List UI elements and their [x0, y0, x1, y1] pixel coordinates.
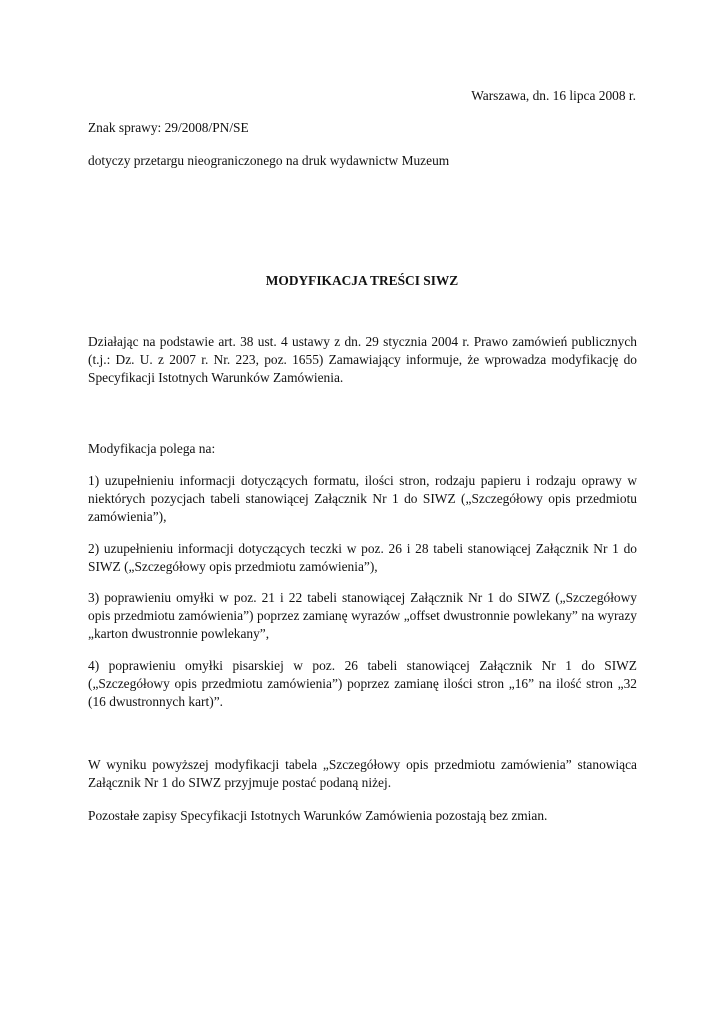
- result-paragraph: W wyniku powyższej modyfikacji tabela „Szczegółowy opis przedmiotu zamówienia” stanowiąca Załącznik Nr 1 do SIWZ przyjmuje postać podaną niżej.: [88, 757, 637, 790]
- case-number: Znak sprawy: 29/2008/PN/SE: [88, 120, 249, 135]
- document-title: MODYFIKACJA TREŚCI SIWZ: [265, 273, 459, 288]
- modification-item-2: 2) uzupełnieniu informacji dotyczących teczki w poz. 26 i 28 tabeli stanowiącej Załącznik Nr 1 do SIWZ („Szczegółowy opis przedmiotu zamówienia”),: [88, 541, 637, 574]
- modification-item-3: 3) poprawieniu omyłki w poz. 21 i 22 tabeli stanowiącej Załącznik Nr 1 do SIWZ („Szczegółowy opis przedmiotu zamówienia”) poprzez zamianę wyrazów „offset dwustronnie powlekany” na wyrazy „karton dwustronnie powlekany”,: [88, 590, 637, 641]
- subject-line: dotyczy przetargu nieograniczonego na druk wydawnictw Muzeum: [88, 153, 450, 168]
- modification-item-4: 4) poprawieniu omyłki pisarskiej w poz. 26 tabeli stanowiącej Załącznik Nr 1 do SIWZ („Szczegółowy opis przedmiotu zamówienia”) poprzez zamianę ilości stron „16” na ilość stron „32 (16 dwustronnych kart)”.: [88, 658, 637, 709]
- place-date: Warszawa, dn. 16 lipca 2008 r.: [471, 88, 636, 103]
- final-paragraph: Pozostałe zapisy Specyfikacji Istotnych Warunków Zamówienia pozostają bez zmian.: [88, 808, 548, 823]
- modification-item-1: 1) uzupełnieniu informacji dotyczących formatu, ilości stron, rodzaju papieru i rodzaju oprawy w niektórych pozycjach tabeli stanowiącej Załącznik Nr 1 do SIWZ („Szczegółowy opis przedmiotu zamówienia”),: [88, 473, 637, 524]
- intro-paragraph: Działając na podstawie art. 38 ust. 4 ustawy z dn. 29 stycznia 2004 r. Prawo zamówień publicznych (t.j.: Dz. U. z 2007 r. Nr. 223, poz. 1655) Zamawiający informuje, że wprowadza modyfikację do Specyfikacji Istotnych Warunków Zamówienia.: [88, 334, 637, 385]
- modification-lead: Modyfikacja polega na:: [88, 441, 216, 456]
